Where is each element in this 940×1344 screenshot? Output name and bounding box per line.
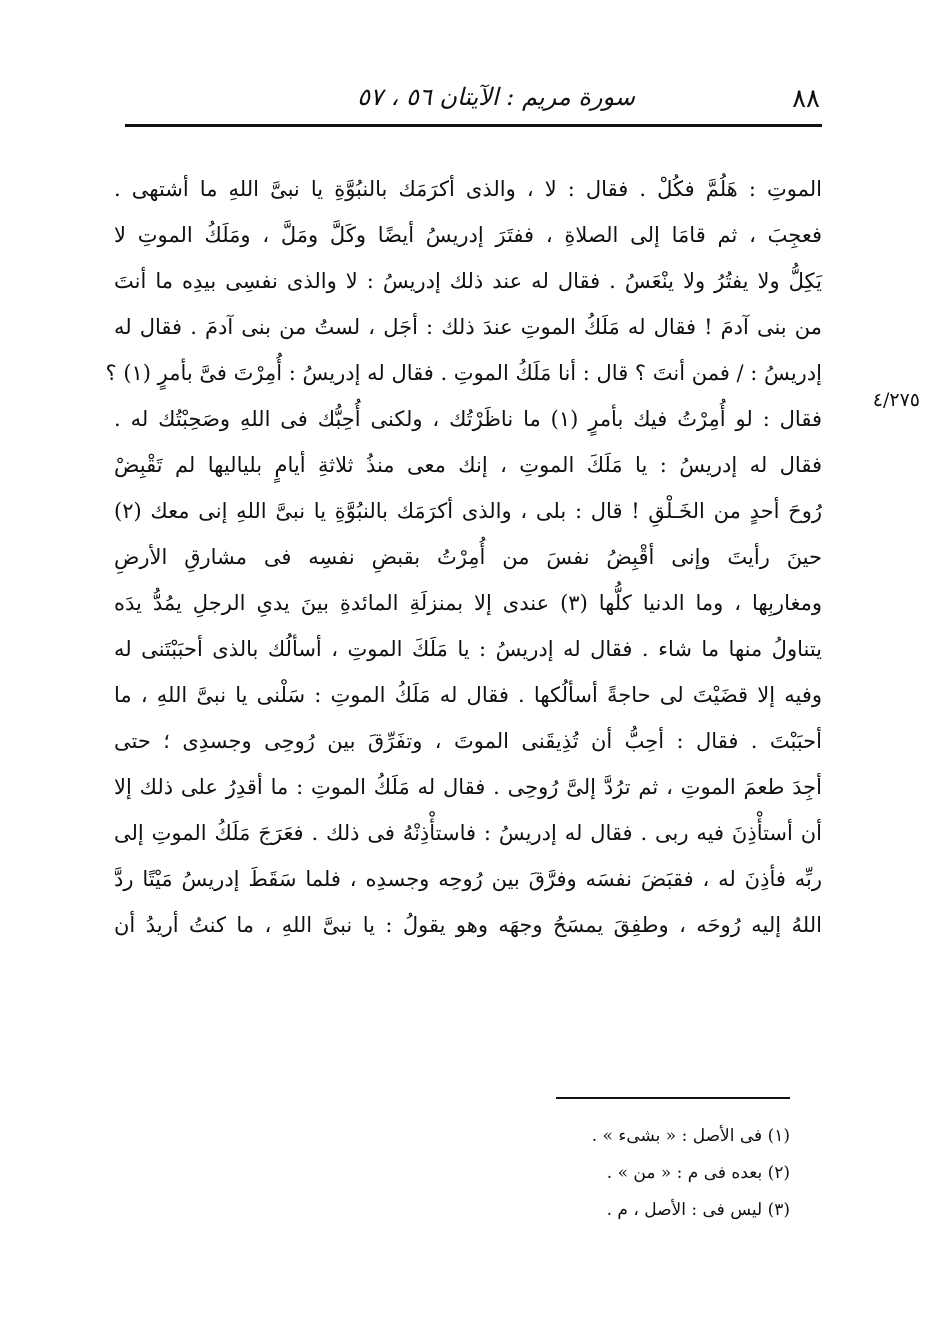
text-line: أحبَبْتَ . فقال : أحِبُّ أن تُذِيقَنى الموتَ ، وتفَرِّقَ بين رُوحِى وجسدِى ؛ حتى (114, 729, 822, 753)
footnote-2: (٢) بعده فى م : « من » . (606, 1163, 790, 1183)
text-line: اللهُ إليه رُوحَه ، وطفِقَ يمسَحُ وجهَه وهو يقولُ : يا نبىَّ اللهِ ، ما كنتُ أريدُ أن (114, 913, 822, 937)
text-line: إدريسُ : / فمن أنتَ ؟ قال : أنا مَلَكُ الموتِ . فقال له إدريسُ : أُمِرْتَ فىَّ بأمرٍ (١) ؟ (105, 361, 822, 385)
header-divider (125, 124, 822, 127)
footnote-3: (٣) ليس فى : الأصل ، م . (606, 1200, 790, 1220)
main-text (105, 166, 822, 948)
text-line: حينَ رأيتَ وإنى أقْبِضُ نفسَ من أُمِرْتُ بقبضِ نفسِه فى مشارقِ الأرضِ (114, 545, 822, 569)
text-line: الموتِ : هَلُمَّ فكُلْ . فقال : لا ، والذى أكرَمَك بالنبُوَّةِ يا نبىَّ اللهِ ما أشتهى . (114, 177, 822, 201)
footnotes (440, 1118, 790, 1229)
text-line: وفيه إلا قضَيْتَ لى حاجةً أسألُكها . فقال له مَلَكُ الموتِ : سَلْنى يا نبىَّ اللهِ ، ما (114, 683, 822, 707)
text-line: أجِدَ طعمَ الموتِ ، ثم ترُدَّ إلىَّ رُوحِى . فقال له مَلَكُ الموتِ : ما أقدِرُ على ذلك إلا (114, 775, 822, 799)
text-line: من بنى آدمَ ! فقال له مَلَكُ الموتِ عندَ ذلك : أجَل ، لستُ من بنى آدمَ . فقال له (114, 315, 822, 339)
running-title: سورة مريم : الآيتان ٥٦ ، ٥٧ (357, 83, 635, 111)
text-line: رُوحَ أحدٍ من الخَـلْقِ ! قال : بلى ، والذى أكرَمَك بالنبُوَّةِ يا نبىَّ اللهِ إنى معك (٢) (114, 499, 822, 523)
footnote-1: (١) فى الأصل : « بشىء » . (591, 1126, 790, 1146)
footnote-divider (556, 1097, 790, 1099)
text-line: أن أستأْذِنَ فيه ربى . فقال له إدريسُ : فاستأْذِنْهُ فى ذلك . فعَرَجَ مَلَكُ الموتِ إلى (114, 821, 822, 845)
text-line: فقال له إدريسُ : يا مَلَكَ الموتِ ، إنك معى منذُ ثلاثةِ أيامٍ بلياليها لم تَقْبِضْ (114, 453, 822, 477)
text-line: ربِّه فأذِنَ له ، فقبَضَ نفسَه وفرَّقَ بين رُوحِه وجسدِه ، فلما سَقَطَ إدريسُ مَيْتًا ردَّ (114, 867, 822, 891)
text-line: فقال : لو أُمِرْتُ فيك بأمرٍ (١) ما ناظَرْتُك ، ولكنى أُحِبُّك فى اللهِ وصَحِبْتُك له . (114, 407, 822, 431)
text-line: ومغاربِها ، وما الدنيا كلُّها (٣) عندى إلا بمنزلَةِ المائدةِ بينَ يدىِ الرجلِ يمُدُّ يدَه (114, 591, 822, 615)
text-line: يَكِلُّ ولا يفتُرُ ولا ينْعَسُ . فقال له عند ذلك إدريسُ : لا والذى نفسِى بيدِه ما أنتَ (114, 269, 822, 293)
page-header (125, 78, 820, 122)
margin-volume-page-note: ٤/٢٧٥ (872, 389, 920, 411)
text-line: يتناولُ منها ما شاء . فقال له إدريسُ : يا مَلَكَ الموتِ ، أسألُك بالذى أحبَبْتَنى له (114, 637, 822, 661)
page-number: ٨٨ (792, 84, 820, 114)
text-line: فعجِبَ ، ثم قامَا إلى الصلاةِ ، ففتَرَ إدريسُ أيضًا وكَلَّ ومَلَّ ، ومَلَكُ الموتِ لا (114, 223, 822, 247)
